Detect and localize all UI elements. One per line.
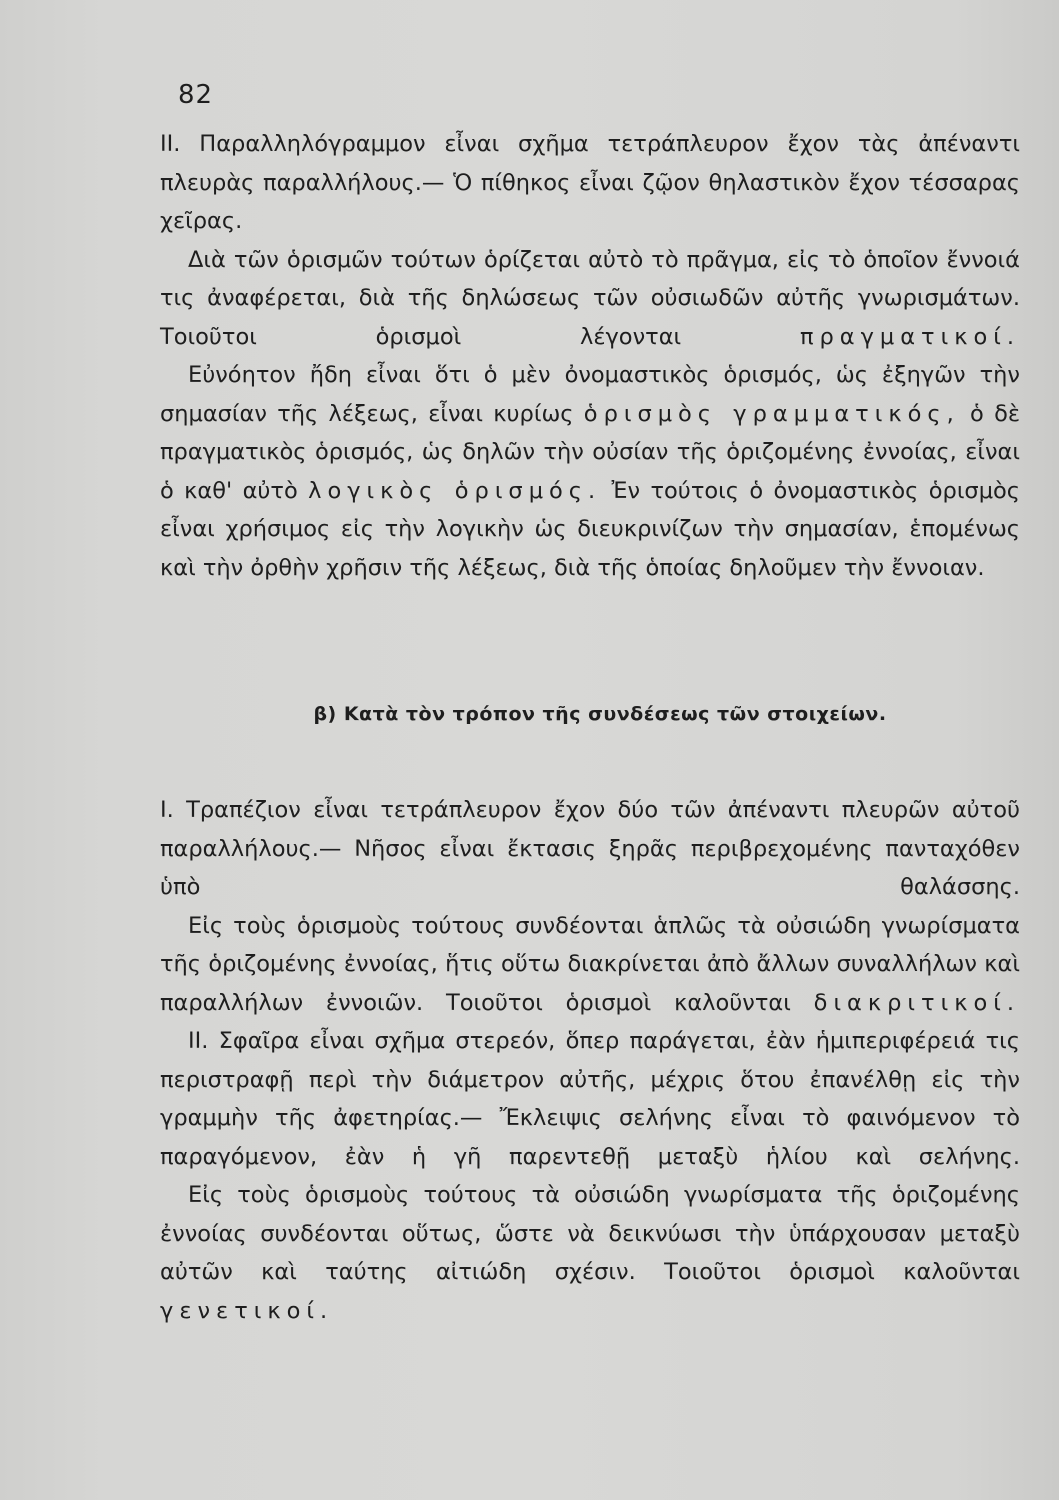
paragraph-distinctive-definitions	[160, 907, 1020, 1023]
paragraph-genetic-definitions	[160, 1176, 1020, 1330]
term-pragmatikoi: πραγματικοί.	[799, 323, 1021, 350]
term-diakritikoi: διακριτικοί.	[813, 989, 1020, 1016]
paragraph-text: Ἐν τούτοις ὁ ὀνομαστικὸς ὁρισμὸς εἶναι χρήσιμος εἰς τὴν λογικὴν ὡς διευκρινίζων τὴν σημασίαν, ἑπομένως καὶ τὴν ὀρθὴν χρῆσιν τῆς λέξεως, διὰ τῆς ὁποίας δηλοῦμεν τὴν ἔννοιαν.	[160, 477, 1020, 581]
example-paragraph-trapezium: Ι. Τραπέζιον εἶναι τετράπλευρον ἔχον δύο τῶν ἀπέναντι πλευρῶν αὐτοῦ παραλλήλους.— Νῆσος εἶναι ἔκτασις ξηρᾶς περιβρεχομένης πανταχόθεν ὑπὸ θαλάσσης.	[160, 797, 1020, 900]
paragraph-text: Διὰ τῶν ὁρισμῶν τούτων ὁρίζεται αὐτὸ τὸ πρᾶγμα, εἰς τὸ ὁποῖον ἔννοιά τις ἀναφέρεται, διὰ τῆς δηλώσεως τῶν οὐσιωδῶν αὐτῆς γνωρισμάτων. Τοιοῦτοι ὁρισμοὶ λέγονται	[160, 246, 1020, 350]
example-paragraph-sphere: ΙΙ. Σφαῖρα εἶναι σχῆμα στερεόν, ὅπερ παράγεται, ἐὰν ἡμιπεριφέρειά τις περιστραφῇ περὶ τὴν διάμετρον αὐτῆς, μέχρις ὅτου ἐπανέλθῃ εἰς τὴν γραμμὴν τῆς ἀφετηρίας.— Ἔκλειψις σελήνης εἶναι τὸ φαινόμενον τὸ παραγόμενον, ἐὰν ἡ γῆ παρεντεθῇ μεταξὺ ἡλίου καὶ σελήνης.	[160, 1028, 1020, 1170]
paragraph-grammatical-vs-logical	[160, 356, 1020, 587]
page-number: 82	[178, 80, 214, 110]
paragraph-text: ὁ δὲ πραγματικὸς ὁρισμός, ὡς δηλῶν τὴν οὐσίαν τῆς ὁριζομένης ἐννοίας, εἶναι ὁ καθ' αὐτὸ	[160, 400, 1021, 504]
term-logical-definition: λογικὸς ὁρισμός.	[308, 477, 602, 504]
term-grammatical-definition: ὁρισμὸς γραμματικός,	[583, 400, 960, 427]
section-beta-body	[160, 791, 1020, 1330]
paragraph-real-definitions	[160, 241, 1020, 357]
section-alpha-body	[160, 125, 1020, 587]
paragraph-text: Εἰς τοὺς ὁρισμοὺς τούτους συνδέονται ἁπλῶς τὰ οὐσιώδη γνωρίσματα τῆς ὁριζομένης ἐννοίας, ἥτις οὕτω διακρίνεται ἀπὸ ἄλλων συναλλήλων καὶ παραλλήλων ἐννοιῶν. Τοιοῦτοι ὁρισμοὶ καλοῦνται	[160, 912, 1020, 1016]
paragraph-text: Εἰς τοὺς ὁρισμοὺς τούτους τὰ οὐσιώδη γνωρίσματα τῆς ὁριζομένης ἐννοίας συνδέονται οὕτως, ὥστε νὰ δεικνύωσι τὴν ὑπάρχουσαν μεταξὺ αὐτῶν καὶ ταύτης αἰτιώδη σχέσιν. Τοιοῦτοι ὁρισμοὶ καλοῦνται	[160, 1182, 1020, 1285]
example-paragraph-parallelogram: ΙΙ. Παραλληλόγραμμον εἶναι σχῆμα τετράπλευρον ἔχον τὰς ἀπέναντι πλευρὰς παραλλήλους.— Ὁ πίθηκος εἶναι ζῷον θηλαστικὸν ἔχον τέσσαρας χεῖρας.	[160, 131, 1020, 234]
term-genetikoi: γενετικοί.	[160, 1297, 334, 1324]
section-beta-heading: β) Κατὰ τὸν τρόπον τῆς συνδέσεως τῶν στοιχείων.	[313, 703, 887, 725]
paragraph-text: Εὐνόητον ἤδη εἶναι ὅτι ὁ μὲν ὀνομαστικὸς ὁρισμός, ὡς ἐξηγῶν τὴν σημασίαν τῆς λέξεως, εἶναι κυρίως	[160, 362, 1020, 427]
